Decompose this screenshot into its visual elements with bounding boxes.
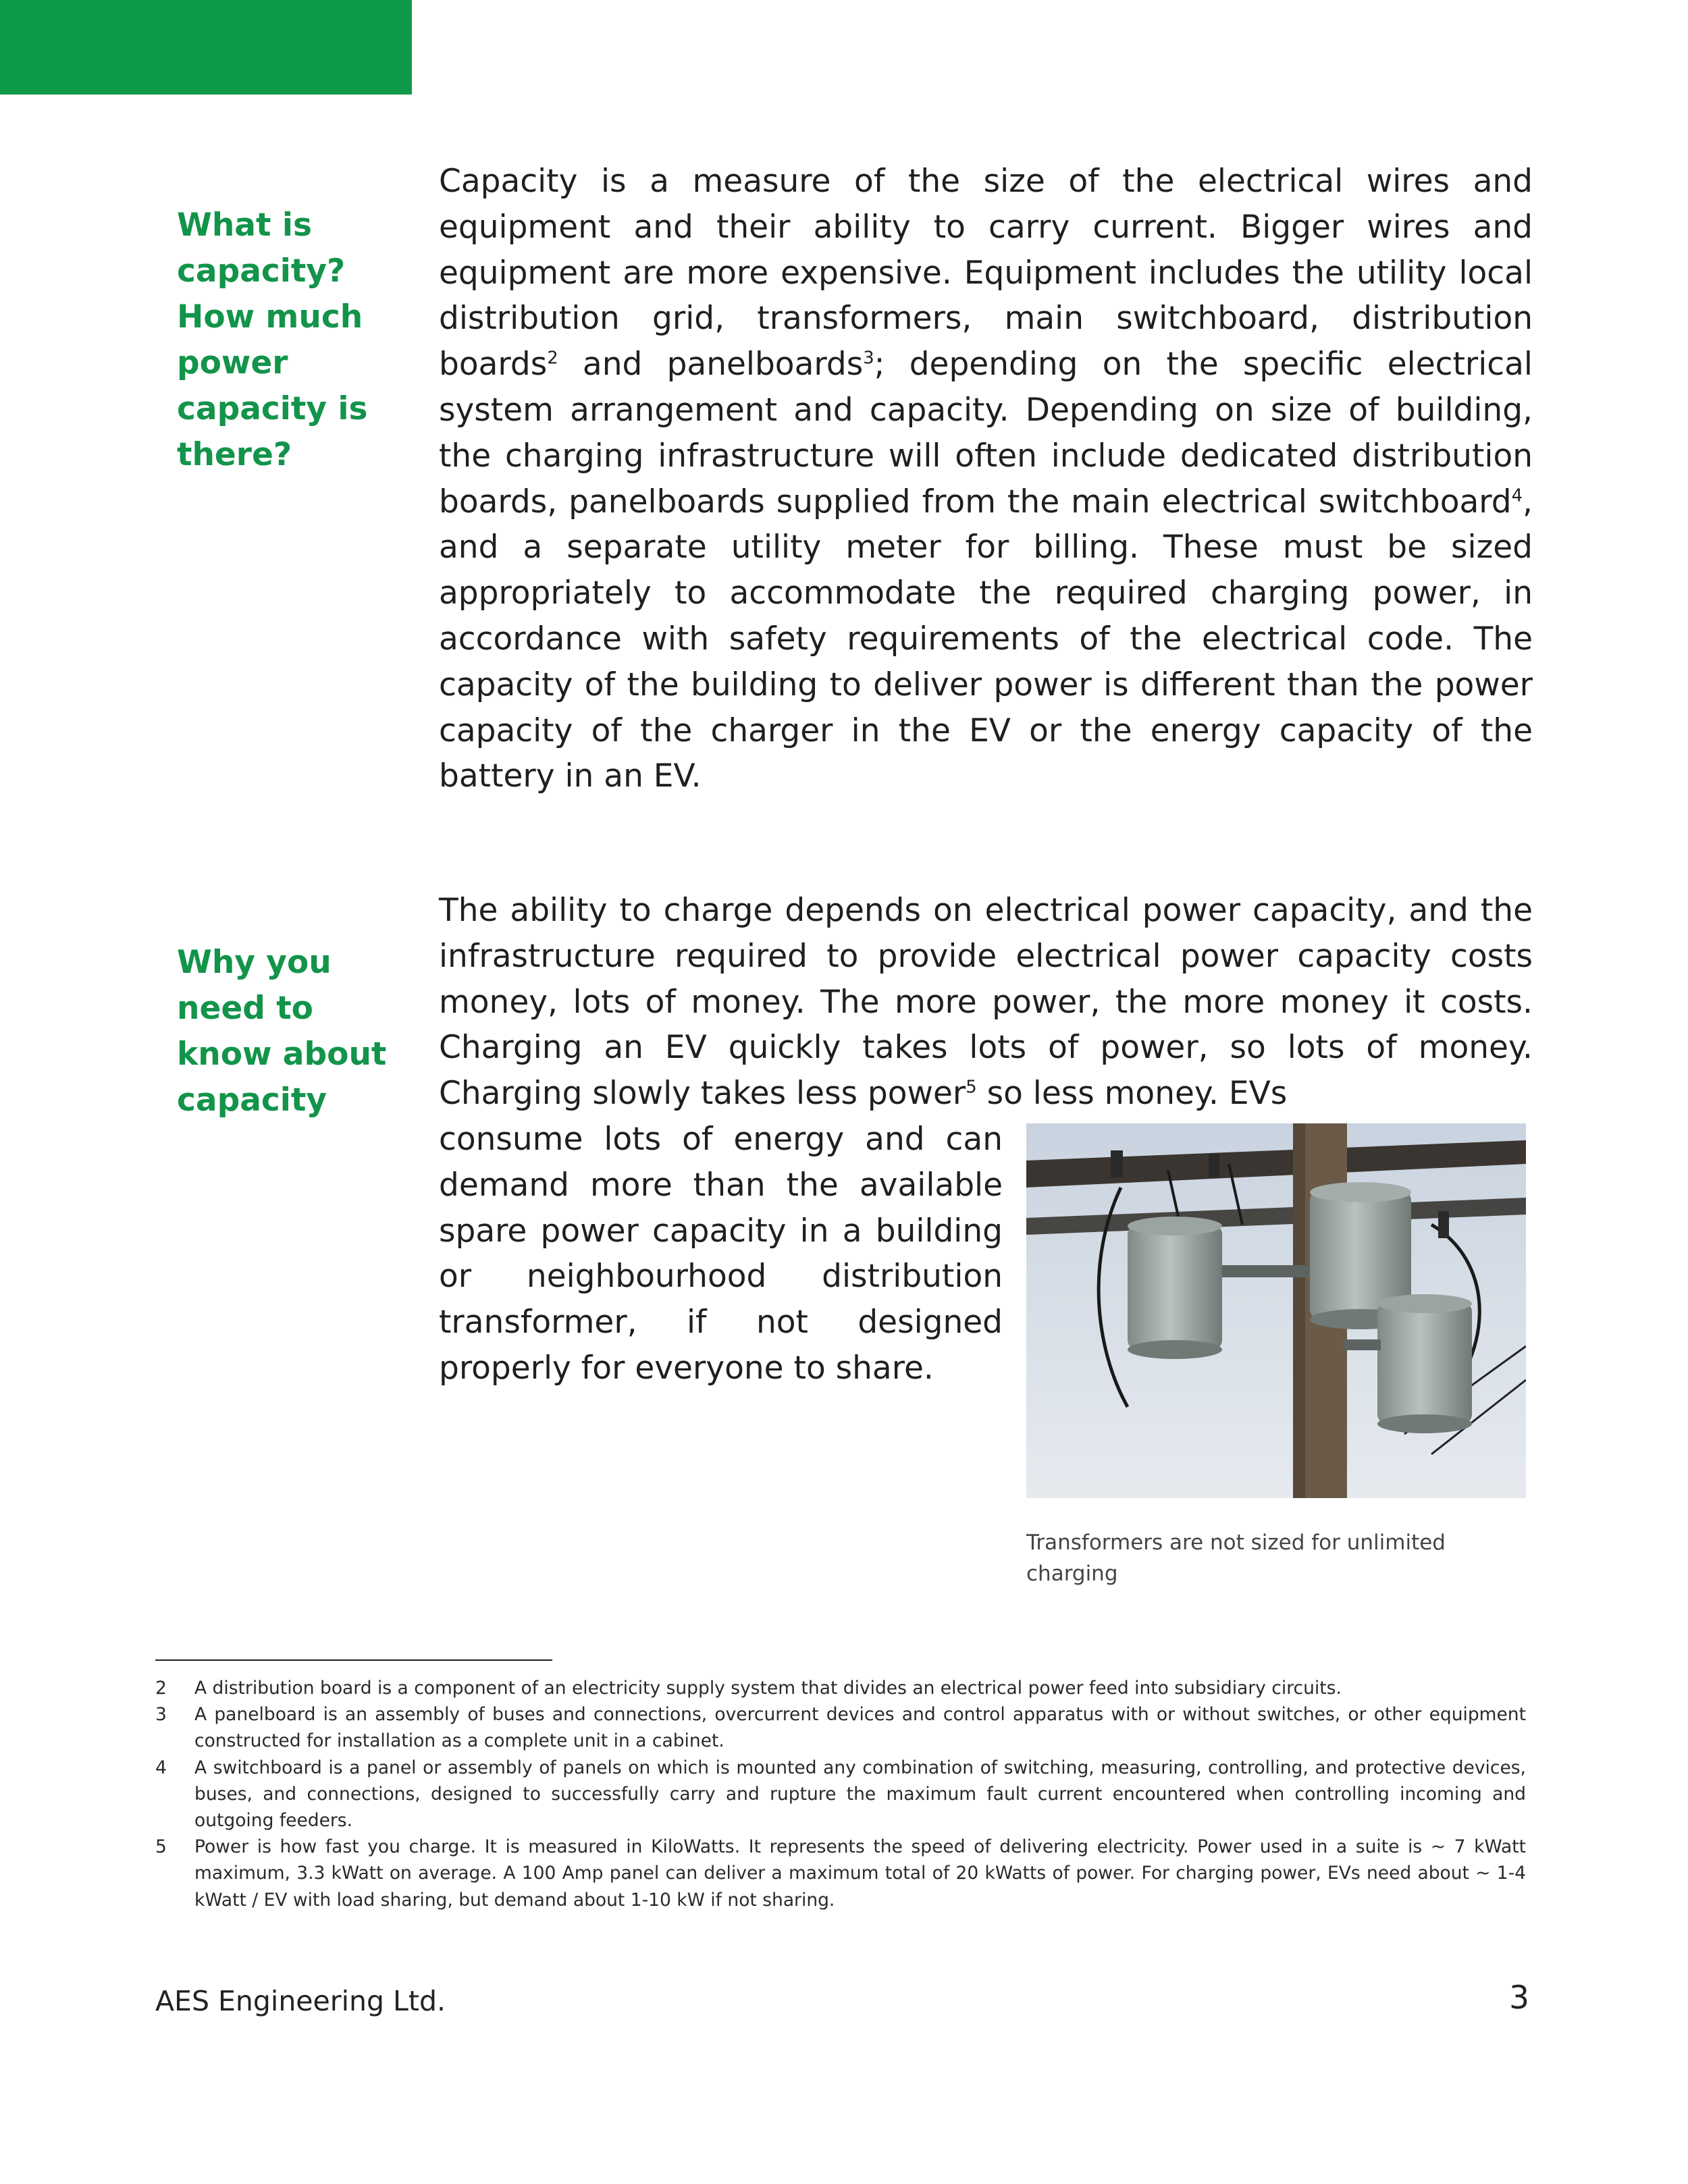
page-number: 3: [1509, 1979, 1529, 2017]
text-run: , and a separate utility meter for billing. These must be sized appropriately to accommodate the required charging power, in accordance with safety requirements of the electrical code. The capacity of the building to deliver power is different than the power capacity of the charger in the EV or the energy capacity of the battery in an EV.: [439, 483, 1533, 795]
footnote-ref-3[interactable]: 3: [863, 348, 874, 369]
text-run: Capacity is a measure of the size of the electrical wires and equipment and their ability to carry current. Bigger wires and equipment are more expensive. Equipment includes the utility local distribution grid, transformers, main switchboard, distribution boards: [439, 163, 1533, 383]
footnote-text: Power is how fast you charge. It is measured in KiloWatts. It represents the speed of delivering electricity. Power used in a suite is ~ 7 kWatt maximum, 3.3 kWatt on average. A 100 Amp panel can deliver a maximum total of 20 kWatts of power. For charging power, EVs need about ~ 1-4 kWatt / EV with load sharing, but demand about 1-10 kW if not sharing.: [194, 1836, 1526, 1911]
footnote-text: A switchboard is a panel or assembly of panels on which is mounted any combination of switching, measuring, controlling, and protective devices, buses, and connections, designed to successfully carry and rupture the maximum fault current encountered when controlling incoming and outgoing feeders.: [194, 1757, 1526, 1832]
transformer-photo: [1026, 1123, 1526, 1498]
footnote-item: [155, 1701, 1526, 1754]
footnote-ref-2[interactable]: 2: [547, 348, 558, 369]
text-run: and panelboards: [558, 346, 864, 383]
footnote-ref-5[interactable]: 5: [966, 1077, 977, 1098]
text-run: ; depending on the specific electrical system arrangement and capacity. Depending on size of building, the charging infrastructure will often include dedicated distribution boards, panelboards supplied from the main electrical switchboard: [439, 346, 1533, 521]
footnote-number: 2: [155, 1678, 167, 1699]
footer-company: AES Engineering Ltd.: [155, 1985, 446, 2017]
footnote-text: A panelboard is an assembly of buses and connections, overcurrent devices and control apparatus with or without switches, or other equipment constructed for installation as a complete unit in a cabinet.: [194, 1704, 1526, 1752]
footnote-divider: [155, 1659, 552, 1661]
footnote-number: 4: [155, 1757, 167, 1778]
why-capacity-paragraph: [439, 888, 1533, 1117]
section-heading-why-capacity: Why you need to know about capacity: [177, 944, 387, 1119]
section-body-why-capacity: [439, 888, 1533, 1117]
footnote-ref-4[interactable]: 4: [1511, 485, 1523, 506]
footnotes: [155, 1675, 1526, 1913]
footnote-item: [155, 1834, 1526, 1913]
why-capacity-paragraph-continued: [439, 1117, 1003, 1391]
section-heading-capacity: What is capacity? How much power capacity is there?: [177, 207, 368, 473]
footnote-text: A distribution board is a component of an electricity supply system that divides an electrical power feed into subsidiary circuits.: [194, 1678, 1342, 1699]
capacity-paragraph: [439, 159, 1533, 799]
footnote-number: 3: [155, 1704, 167, 1726]
image-caption: Transformers are not sized for unlimited charging: [1026, 1530, 1446, 1586]
transformer-illustration: [1026, 1123, 1526, 1498]
footnote-number: 5: [155, 1836, 167, 1858]
text-run: consume lots of energy and can demand more than the available spare power capacity in a building or neighbourhood distribution transformer, if not designed properly for everyone to share.: [439, 1121, 1003, 1387]
text-run: The ability to charge depends on electrical power capacity, and the infrastructure required to provide electrical power capacity costs money, lots of money. The more power, the more money it costs. Charging an EV quickly takes lots of power, so lots of money. Charging slowly takes less power: [439, 892, 1533, 1113]
text-run: so less money. EVs: [976, 1075, 1288, 1113]
section-body-capacity: [439, 159, 1533, 799]
footnote-item: [155, 1675, 1526, 1701]
footnote-item: [155, 1755, 1526, 1834]
header-accent-bar: [0, 0, 412, 95]
